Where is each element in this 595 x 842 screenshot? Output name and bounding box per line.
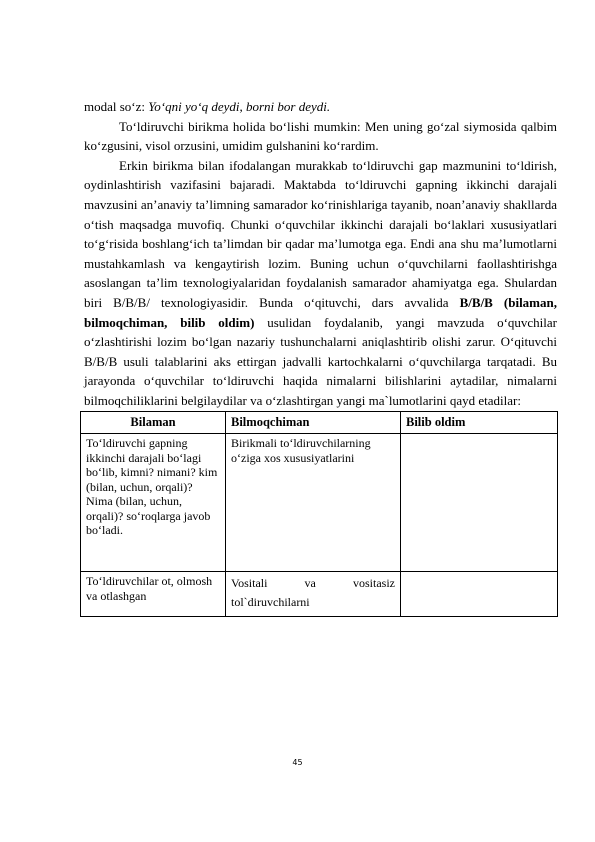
paragraph-bbb-text-2: usulidan foydalanib, yangi mavzuda o‘quvchilar o‘zlashtirishi lozim bo‘lgan nazariy tushunchalarni aniqlashtirib olishi zarur. O‘qituvchi B/B/B usuli talablarini aks ettirgan jadvalli kartochkalarni o‘quvchilarga tarqatadi. Bu jarayonda o‘quvchilar to‘ldiruvchi haqida nimalarni bilishlarini aytadilar, nimalarni bilmoqchiliklarini belgilaydilar va o‘zlashtirgan yangi ma`lumotlarini qayd etadilar:: [84, 314, 557, 408]
table-header-bilib-oldim: Bilib oldim: [401, 411, 558, 434]
table-cell-bilaman-1: To‘ldiruvchi gapning ikkinchi darajali bo‘lagi bo‘lib, kimni? nimani? kim (bilan, uchun, orqali)? Nima (bilan, uchun, orqali)? so‘roqlarga javob bo‘ladi.: [81, 434, 226, 572]
page-number: 45: [292, 758, 303, 767]
table-row: [81, 572, 558, 617]
bbb-method-name: B/B/B (bilaman, bilmoqchiman, bilib oldim): [84, 294, 557, 330]
table-row: [81, 434, 558, 572]
italic-example-sentence: Yo‘qni yo‘q deydi, borni bor deydi.: [148, 99, 331, 114]
paragraph-modal-prefix: modal so‘z:: [84, 99, 149, 114]
paragraph-bbb-method: [84, 156, 557, 411]
paragraph-modal-word: [84, 97, 557, 117]
table-cell-bilaman-2: To‘ldiruvchilar ot, olmosh va otlashgan: [81, 572, 226, 617]
table-cell-bilmoqchiman-2: Vositali va vositasiz tol`diruvchilarni: [226, 572, 401, 617]
paragraph-bbb-text-1: Erkin birikma bilan ifodalangan murakkab to‘ldiruvchi gap mazmunini to‘ldirish, oydinlashtirish vazifasini bajaradi. Maktabda to‘ldiruvchi gapning ikkinchi darajali mavzusini an’anaviy ta’limning samarador ko‘rinishlariga tayanib, noan’anaviy shakllarda o‘tish maqsadga muvofiq. Chunki o‘quvchilar ikkinchi darajali bo‘laklari xususiyatlari to‘g‘risida boshlang‘ich ta’limdan bir qadar ma’lumotga ega. Endi ana shu ma’lumotlarni mustahkamlash va kengaytirish lozim. Buning uchun o‘quvchilarni faollashtirishga asoslangan ta’lim texnologiyalaridan foydalanish samarador ahamiyatga ega. Shulardan biri B/B/B/ texnologiyasidir. Bunda o‘qituvchi, dars avvalida: [84, 157, 557, 310]
document-page: [84, 97, 557, 617]
paragraph-compound-object: To‘ldiruvchi birikma holida bo‘lishi mumkin: Men uning go‘zal siymosida qalbim ko‘zgusini, visol orzusini, umidim gulshanini ko‘rardim.: [84, 118, 557, 154]
table-cell-bilmoqchiman-1: Birikmali to‘ldiruvchilarning o‘ziga xos xususiyatlarini: [226, 434, 401, 572]
table-header-bilaman: Bilaman: [81, 411, 226, 434]
table-header-row: [81, 411, 558, 434]
bbb-table: [80, 411, 558, 618]
table-cell-bilib-oldim-2: [401, 572, 558, 617]
table-header-bilmoqchiman: Bilmoqchiman: [226, 411, 401, 434]
table-cell-bilib-oldim-1: [401, 434, 558, 572]
